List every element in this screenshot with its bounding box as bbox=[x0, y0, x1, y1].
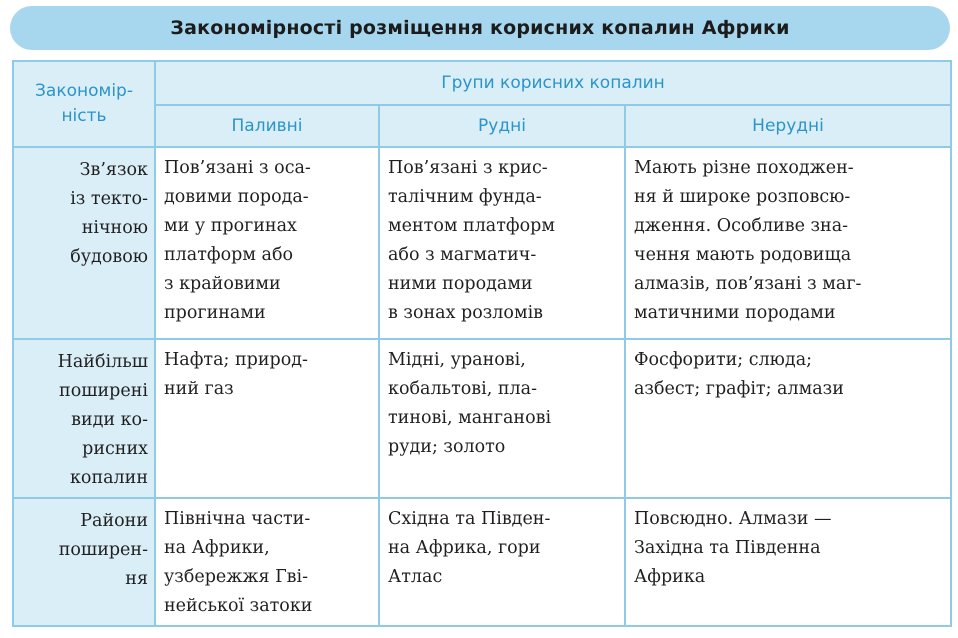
table-row bbox=[13, 339, 951, 498]
table-cell: Фосфорити; слюда; азбест; графіт; алмази bbox=[625, 339, 951, 498]
group-header: Групи корисних копалин bbox=[155, 61, 951, 105]
corner-header: Закономір- ність bbox=[13, 61, 155, 147]
table-row bbox=[13, 147, 951, 339]
table-cell: Пов’язані з оса- довими порода- ми у прогинах платформ або з крайовими прогинами bbox=[155, 147, 379, 339]
row-label-common-types: Найбільш поширені види ко- рисних копалин bbox=[13, 339, 155, 498]
table-cell: Пов’язані з крис- талічним фунда- ментом платформ або з магматич- ними породами в зонах розломів bbox=[379, 147, 625, 339]
row-label-tectonics: Зв’язок із текто- нічною будовою bbox=[13, 147, 155, 339]
header-row-groups bbox=[13, 61, 951, 105]
table-cell: Східна та Півден- на Африка, гори Атлас bbox=[379, 498, 625, 626]
table-cell: Мідні, уранові, кобальтові, пла- тинові, манганові руди; золото bbox=[379, 339, 625, 498]
column-header-ore: Рудні bbox=[379, 105, 625, 147]
table-cell: Нафта; природ- ний газ bbox=[155, 339, 379, 498]
table-cell: Північна части- на Африки, узбережжя Гві- нейської затоки bbox=[155, 498, 379, 626]
table-title: Закономірності розміщення корисних копалин Африки bbox=[170, 17, 790, 39]
table-cell: Мають різне походжен- ня й широке розповсю- дження. Особливе зна- чення мають родовища алмазів, пов’язані з маг- матичними породами bbox=[625, 147, 951, 339]
table-title-banner bbox=[10, 6, 950, 50]
minerals-table bbox=[12, 60, 952, 627]
column-header-fuel: Паливні bbox=[155, 105, 379, 147]
table-cell: Повсюдно. Алмази — Західна та Південна Африка bbox=[625, 498, 951, 626]
row-label-regions: Райони поширен- ня bbox=[13, 498, 155, 626]
table-row bbox=[13, 498, 951, 626]
column-header-nonmetallic: Нерудні bbox=[625, 105, 951, 147]
